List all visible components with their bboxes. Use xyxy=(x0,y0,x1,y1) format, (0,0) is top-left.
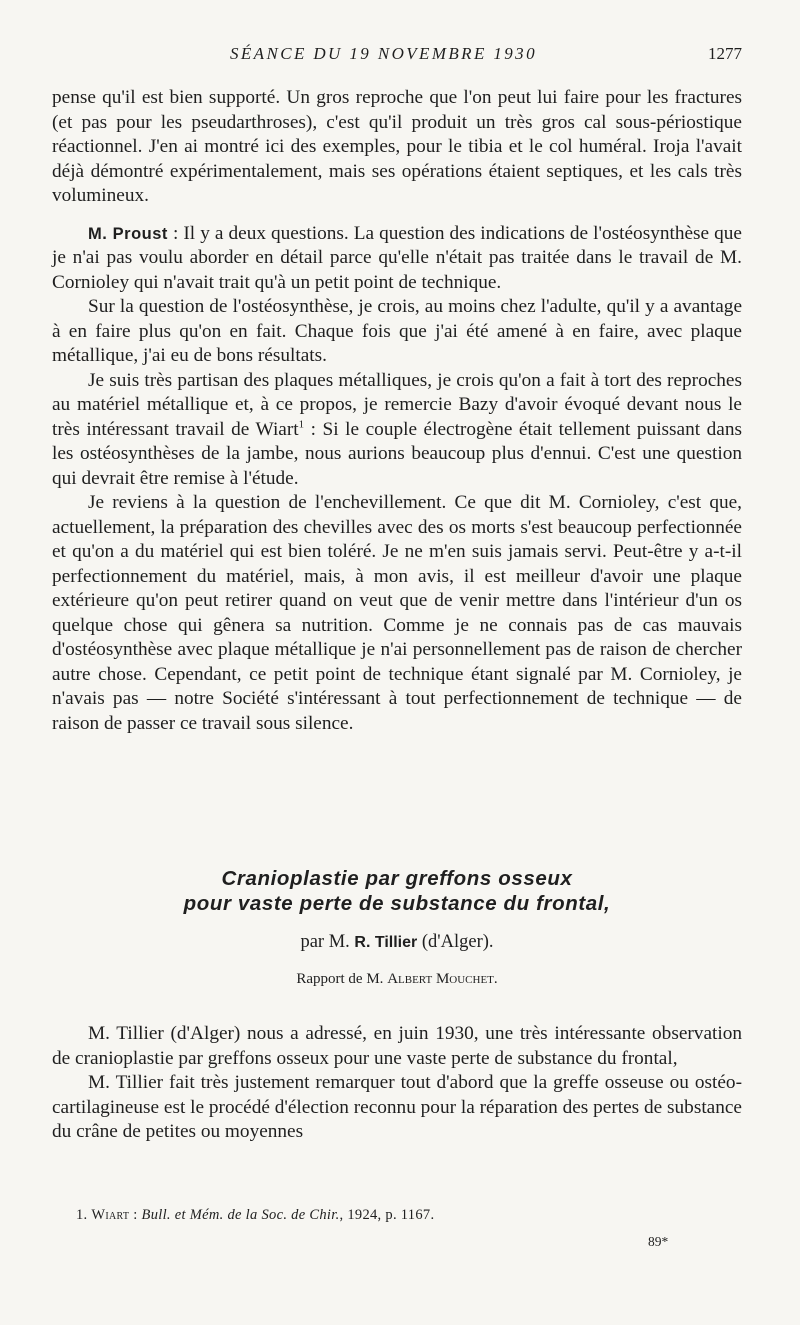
paragraph-plates-after: : Si le couple électrogène était tellement puissant dans les ostéosynthèses de la jambe, nous aurions beaucoup plus d'ennui. C'est une question qui devrait être remise à l'étude. xyxy=(52,418,742,489)
byline-prefix: par M. xyxy=(300,932,355,952)
discussion-section xyxy=(52,86,742,736)
footnote-number: 1. xyxy=(76,1207,88,1223)
article-paragraph-2: M. Tillier fait très justement remarquer tout d'abord que la greffe osseuse ou ostéo-cartilagineuse est le procédé d'élection reconnu pour la réparation des pertes de substance du crâne de petites ou moyennes xyxy=(52,1072,742,1142)
paragraph-continuation: pense qu'il est bien supporté. Un gros reproche que l'on peut lui faire pour les fractures (et pas pour les pseudarthroses), c'est qu'il produit un très gros cal sous-périostique réactionnel. J'en ai montré ici des exemples, pour le tibia et le col huméral. Iroja l'avait déjà démontré expérimentalement, mais ses opérations étaient septiques, et les cals très volumineux. xyxy=(52,87,742,206)
paragraph-plates xyxy=(52,369,742,492)
footnote-rest: , 1924, p. 1167. xyxy=(339,1207,435,1223)
page-number: 1277 xyxy=(708,44,742,63)
signature-mark: 89* xyxy=(648,1234,669,1249)
byline-author: R. Tillier xyxy=(354,934,418,951)
report-prefix: Rapport de M. xyxy=(296,971,388,987)
footnote-author: Wiart xyxy=(91,1207,130,1223)
article-heading xyxy=(52,866,742,989)
paragraph-osteosynthesis: Sur la question de l'ostéosynthèse, je crois, au moins chez l'adulte, qu'il y a avantage à en faire plus qu'on en fait. Chaque fois que j'ai été amené à en faire, avec plaque métallique, j'ai eu de bons résultats. xyxy=(52,296,742,366)
paragraph-proust xyxy=(52,222,742,296)
byline xyxy=(52,930,742,955)
paragraph-plates-before: Je suis très partisan des plaques métalliques, je crois qu'on a fait à tort des reproches au matériel métallique et, à ce propos, je remercie Bazy d'avoir évoqué devant nous le très intéressant travail de Wiart xyxy=(52,369,742,440)
reporter-name: Albert Mouchet. xyxy=(387,971,498,987)
paragraph-proust-text: : Il y a deux questions. La question des indications de l'ostéosynthèse que je n'ai pas voulu aborder en détail parce qu'elle n'était pas traitée dans le travail de M. Cornioley qui n'avait trait qu'à un petit point de technique. xyxy=(52,222,742,293)
article-title-line1: Cranioplastie par greffons osseux xyxy=(221,867,573,890)
running-title: SÉANCE DU 19 NOVEMBRE 1930 xyxy=(230,44,537,63)
footnote xyxy=(76,1206,756,1224)
footnote-source: Bull. et Mém. de la Soc. de Chir. xyxy=(141,1207,340,1223)
report-line xyxy=(52,969,742,989)
paragraph-enchevillement: Je reviens à la question de l'enchevillement. Ce que dit M. Cornioley, c'est que, actuellement, la préparation des chevilles avec des os morts s'est beaucoup perfectionnée et qu'on a du matériel qui est bien toléré. Je ne m'en suis jamais servi. Peut-être y a-t-il perfectionnement du matériel, mais, à mon avis, il est meilleur d'avoir une plaque extérieure qu'on peut retirer quand on veut que de venir mettre dans l'intérieur d'un os quelque chose qui gênera sa nutrition. Comme je ne connais pas de cas mauvais d'ostéosynthèse avec plaque métallique je n'ai personnellement pas de raison de chercher autre chose. Cependant, ce petit point de technique étant signalé par M. Cornioley, je n'avais pas — notre Société s'intéressant à tout perfectionnement de technique — de raison de passer ce travail sous silence. xyxy=(52,492,742,734)
footnote-ref[interactable]: 1 xyxy=(298,418,305,431)
article-paragraph-1: M. Tillier (d'Alger) nous a adressé, en juin 1930, une très intéressante observation de cranioplastie par greffons osseux pour une vaste perte de substance du frontal, xyxy=(52,1023,742,1069)
article-title-line2: pour vaste perte de substance du frontal, xyxy=(183,892,611,915)
speaker-name: M. Proust xyxy=(88,224,168,243)
byline-suffix: (d'Alger). xyxy=(417,932,494,952)
running-head xyxy=(0,44,800,68)
footnote-separator: : xyxy=(129,1207,142,1223)
article-body xyxy=(52,1022,742,1145)
